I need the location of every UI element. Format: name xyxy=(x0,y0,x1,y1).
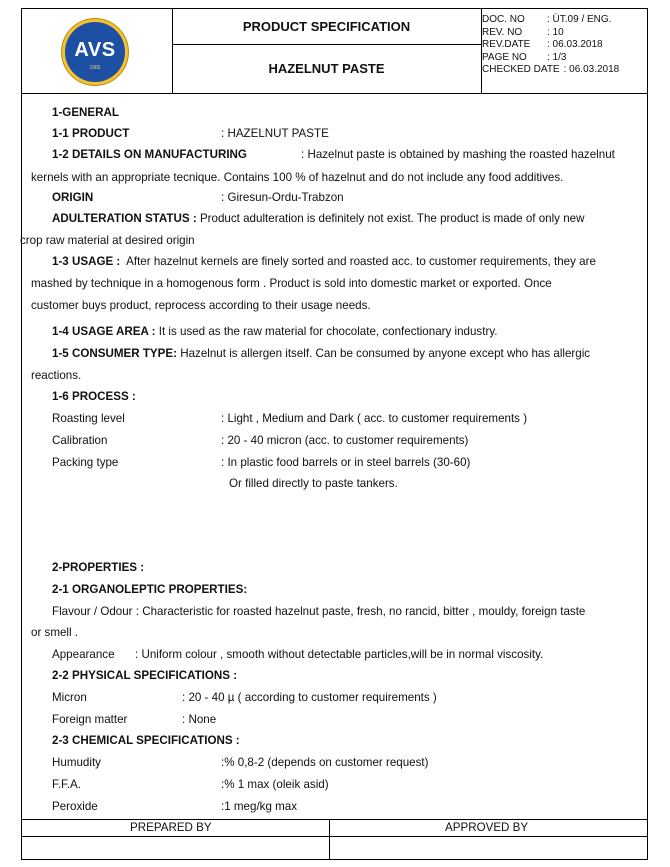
physical-heading: 2-2 PHYSICAL SPECIFICATIONS : xyxy=(52,669,238,682)
micron-label: Micron xyxy=(52,691,87,704)
organoleptic-heading: 2-1 ORGANOLEPTIC PROPERTIES: xyxy=(52,583,248,596)
foreign-matter-label: Foreign matter xyxy=(52,713,128,726)
approved-by-label: APPROVED BY xyxy=(445,821,529,834)
details-value-line-1: : Hazelnut paste is obtained by mashing the roasted hazelnut xyxy=(301,148,615,161)
appearance-label: Appearance xyxy=(52,648,115,661)
meta-row: REV. NO : 10 xyxy=(482,26,564,38)
document-title: PRODUCT SPECIFICATION xyxy=(172,9,481,45)
humidity-label: Humudity xyxy=(52,756,101,769)
peroxide-label: Peroxide xyxy=(52,800,98,813)
title-cell xyxy=(172,9,482,93)
calibration-label: Calibration xyxy=(52,434,108,447)
prepared-by-label: PREPARED BY xyxy=(130,821,212,834)
packing-value-line-2: Or filled directly to paste tankers. xyxy=(229,477,398,490)
packing-label: Packing type xyxy=(52,456,119,469)
product-name: HAZELNUT PASTE xyxy=(268,61,385,76)
peroxide-value: :1 meg/kg max xyxy=(221,800,298,813)
document-meta xyxy=(482,14,647,77)
consumer-type-line-1: 1-5 CONSUMER TYPE: Hazelnut is allergen itself. Can be consumed by anyone except who has allergic xyxy=(52,347,591,360)
origin-value: : Giresun-Ordu-Trabzon xyxy=(221,191,344,204)
chemical-heading: 2-3 CHEMICAL SPECIFICATIONS : xyxy=(52,734,240,747)
details-value-line-2: kernels with an appropriate tecnique. Contains 100 % of hazelnut and do not include any food additives. xyxy=(31,171,564,184)
meta-row: CHECKED DATE : 06.03.2018 xyxy=(482,64,620,76)
section-heading-properties: 2-PROPERTIES : xyxy=(52,561,145,574)
consumer-type-line-2: reactions. xyxy=(31,369,82,382)
usage-line-2: mashed by technique in a homogenous form . Product is sold into domestic market or exported. Once xyxy=(31,277,552,290)
adulteration-line-2: crop raw material at desired origin xyxy=(20,234,195,247)
usage-line-1: 1-3 USAGE : After hazelnut kernels are finely sorted and roasted acc. to customer requirements, they are xyxy=(52,255,596,268)
signature-footer xyxy=(22,819,647,860)
ffa-label: F.F.A. xyxy=(52,778,81,791)
meta-row: REV.DATE : 06.03.2018 xyxy=(482,39,603,51)
roasting-value: : Light , Medium and Dark ( acc. to customer requirements ) xyxy=(221,412,528,425)
micron-value: : 20 - 40 µ ( according to customer requirements ) xyxy=(182,691,437,704)
flavour-line-1: Flavour / Odour : Characteristic for roasted hazelnut paste, fresh, no rancid, bitter , mouldy, foreign taste xyxy=(52,605,586,618)
packing-value-line-1: : In plastic food barrels or in steel barrels (30-60) xyxy=(221,456,471,469)
logo-cell xyxy=(22,9,173,93)
ffa-value: :% 1 max (oleik asid) xyxy=(221,778,329,791)
humidity-value: :% 0,8-2 (depends on customer request) xyxy=(221,756,429,769)
logo-subtext: 1965 xyxy=(89,65,101,71)
flavour-line-2: or smell . xyxy=(31,626,79,639)
appearance-value: : Uniform colour , smooth without detectable particles,will be in normal viscosity. xyxy=(135,648,544,661)
process-label: 1-6 PROCESS : xyxy=(52,390,136,403)
usage-line-3: customer buys product, reprocess according to their usage needs. xyxy=(31,299,371,312)
usage-area-line: 1-4 USAGE AREA : It is used as the raw material for chocolate, confectionary industry. xyxy=(52,325,498,338)
footer-divider xyxy=(22,836,647,837)
logo-text: AVS xyxy=(74,39,116,61)
roasting-label: Roasting level xyxy=(52,412,125,425)
meta-row: PAGE NO : 1/3 xyxy=(482,51,567,63)
foreign-matter-value: : None xyxy=(182,713,217,726)
product-value: : HAZELNUT PASTE xyxy=(221,127,329,140)
origin-label: ORIGIN xyxy=(52,191,94,204)
company-logo xyxy=(65,22,125,82)
footer-column-divider xyxy=(329,820,330,860)
details-label: 1-2 DETAILS ON MANUFACTURING xyxy=(52,148,247,161)
section-heading-general: 1-GENERAL xyxy=(52,106,119,119)
document-header xyxy=(22,9,647,94)
specification-page xyxy=(21,8,648,860)
meta-row: DOC. NO : ÜT.09 / ENG. xyxy=(482,14,612,25)
calibration-value: : 20 - 40 micron (acc. to customer requirements) xyxy=(221,434,469,447)
adulteration-line-1: ADULTERATION STATUS : Product adulteration is definitely not exist. The product is made of only new xyxy=(52,212,585,225)
product-label: 1-1 PRODUCT xyxy=(52,127,130,140)
document-body xyxy=(22,93,647,819)
